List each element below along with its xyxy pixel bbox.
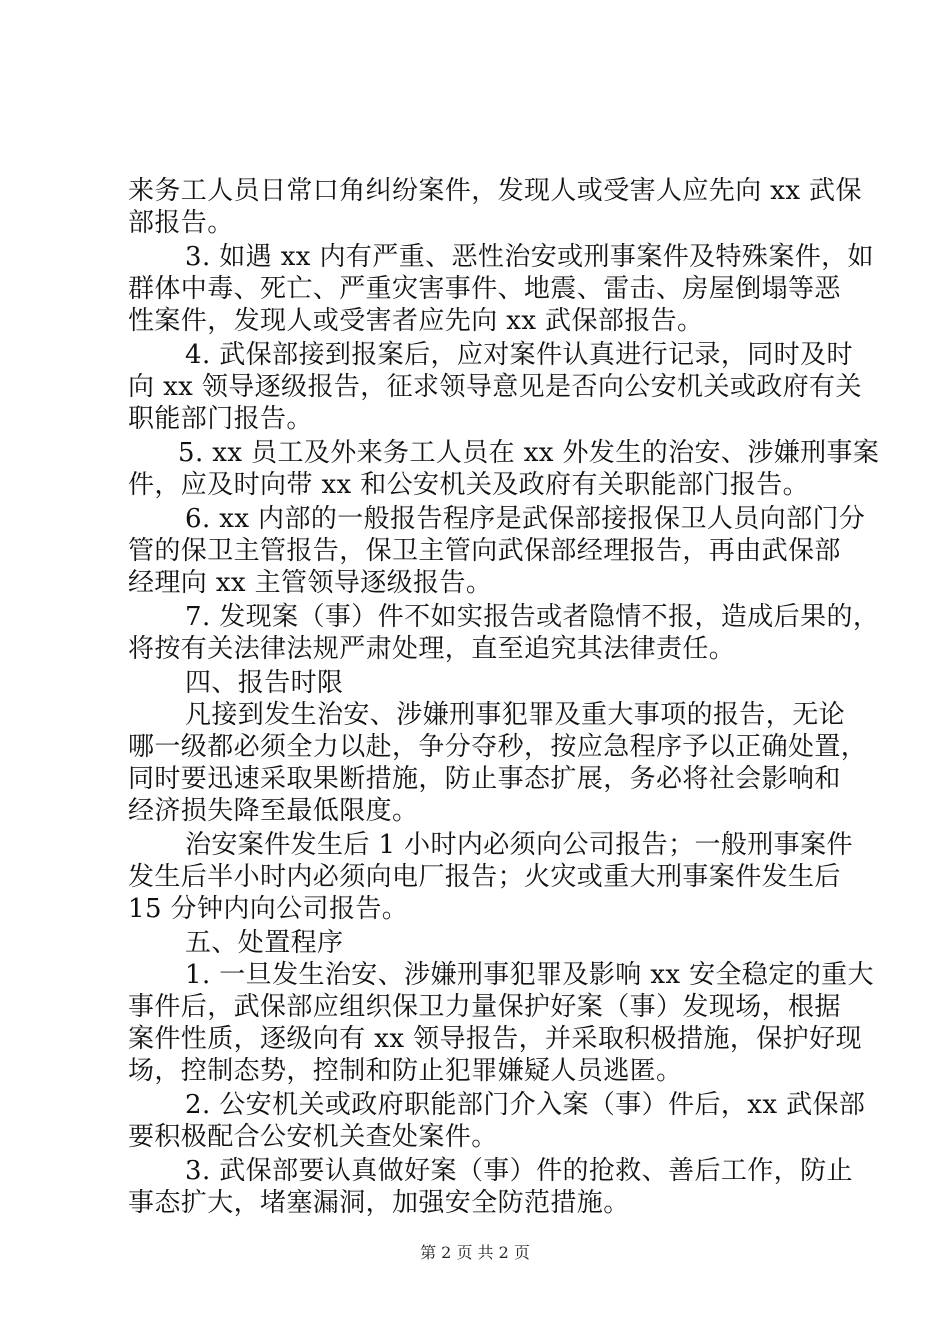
text-line: 性案件，发现人或受害者应先向 xx 武保部报告。 (128, 306, 704, 336)
text-line: 向 xx 领导逐级报告，征求领导意见是否向公安机关或政府有关 (128, 372, 862, 402)
text-line: 场，控制态势，控制和防止犯罪嫌疑人员逃匿。 (128, 1056, 683, 1086)
text-line: 职能部门报告。 (128, 404, 313, 434)
text-line: 3. 武保部要认真做好案（事）件的抢救、善后工作，防止 (185, 1156, 853, 1186)
section-heading: 四、报告时限 (185, 668, 344, 698)
text-line: 来务工人员日常口角纠纷案件，发现人或受害人应先向 xx 武保 (128, 176, 862, 206)
text-line: 同时要迅速采取果断措施，防止事态扩展，务必将社会影响和 (128, 764, 841, 794)
page-number: 第 2 页 共 2 页 (420, 1243, 530, 1262)
text-line: 将按有关法律法规严肃处理，直至追究其法律责任。 (128, 634, 736, 664)
text-line: 哪一级都必须全力以赴，争分夺秒，按应急程序予以正确处置， (128, 732, 868, 762)
text-line: 事态扩大，堵塞漏洞，加强安全防范措施。 (128, 1188, 630, 1218)
text-line: 3. 如遇 xx 内有严重、恶性治安或刑事案件及特殊案件，如 (185, 242, 874, 272)
text-line: 凡接到发生治安、涉嫌刑事犯罪及重大事项的报告，无论 (185, 700, 846, 730)
text-line: 1. 一旦发生治安、涉嫌刑事犯罪及影响 xx 安全稳定的重大 (185, 960, 874, 990)
text-line: 发生后半小时内必须向电厂报告；火灾或重大刑事案件发生后 (128, 862, 841, 892)
text-line: 7. 发现案（事）件不如实报告或者隐情不报，造成后果的， (185, 602, 880, 632)
text-line: 部报告。 (128, 208, 234, 238)
text-line: 治安案件发生后 1 小时内必须向公司报告；一般刑事案件 (185, 830, 853, 860)
text-line: 事件后，武保部应组织保卫力量保护好案（事）发现场，根据 (128, 992, 841, 1022)
text-line: 经济损失降至最低限度。 (128, 796, 419, 826)
text-line: 15 分钟内向公司报告。 (128, 894, 409, 924)
text-line: 管的保卫主管报告，保卫主管向武保部经理报告，再由武保部 (128, 536, 841, 566)
page-footer (0, 1243, 950, 1263)
text-line: 2. 公安机关或政府职能部门介入案（事）件后，xx 武保部 (185, 1090, 866, 1120)
text-line: 要积极配合公安机关查处案件。 (128, 1122, 498, 1152)
text-line: 经理向 xx 主管领导逐级报告。 (128, 568, 493, 598)
text-line: 4. 武保部接到报案后，应对案件认真进行记录，同时及时 (185, 340, 853, 370)
text-line: 群体中毒、死亡、严重灾害事件、地震、雷击、房屋倒塌等恶 (128, 274, 841, 304)
text-line: 案件性质，逐级向有 xx 领导报告，并采取积极措施，保护好现 (128, 1024, 862, 1054)
text-line: 5. xx 员工及外来务工人员在 xx 外发生的治安、涉嫌刑事案 (178, 438, 880, 468)
text-line: 件，应及时向带 xx 和公安机关及政府有关职能部门报告。 (128, 470, 810, 500)
text-line: 6. xx 内部的一般报告程序是武保部接报保卫人员向部门分 (185, 504, 866, 534)
section-heading: 五、处置程序 (185, 928, 344, 958)
